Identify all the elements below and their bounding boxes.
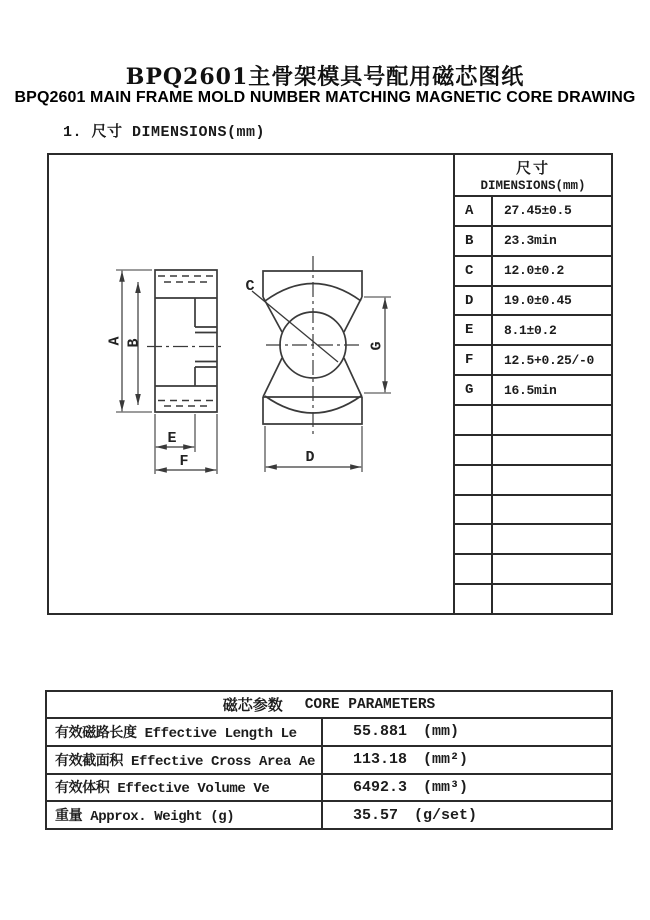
table-row xyxy=(455,406,611,436)
dim-value xyxy=(493,555,611,583)
param-unit: (mm³) xyxy=(423,778,469,796)
side-view-outline xyxy=(155,270,217,412)
dim-label-f: F xyxy=(179,453,189,470)
param-label: 重量 Approx. Weight (g) xyxy=(47,802,323,828)
page-subtitle: BPQ2601 MAIN FRAME MOLD NUMBER MATCHING MAGNETIC CORE DRAWING xyxy=(14,89,636,106)
core-parameters-title-en: CORE PARAMETERS xyxy=(304,696,436,713)
dim-label-a: A xyxy=(106,336,124,346)
param-value-cell xyxy=(323,747,611,773)
dim-letter xyxy=(455,436,493,464)
param-unit: (mm²) xyxy=(423,751,469,769)
dim-value: 8.1±0.2 xyxy=(504,322,557,338)
table-row xyxy=(455,525,611,555)
dim-letter: C xyxy=(455,257,493,285)
dim-letter: G xyxy=(455,376,493,404)
dim-letter xyxy=(455,525,493,553)
param-value: 6492.3 xyxy=(353,778,408,796)
dim-label-d: D xyxy=(305,449,315,466)
param-unit: (g/set) xyxy=(414,806,478,824)
page-title: BPQ2601主骨架模具号配用磁芯图纸 xyxy=(125,64,525,90)
param-value: 35.57 xyxy=(353,806,399,824)
dim-value: 23.3min xyxy=(504,233,557,249)
param-label: 有效磁路长度 Effective Length Le xyxy=(47,719,323,745)
param-value: 113.18 xyxy=(353,751,408,769)
dim-value: 27.45±0.5 xyxy=(504,203,572,219)
dim-letter xyxy=(455,466,493,494)
diameter-leader-line xyxy=(252,291,338,362)
dim-letter: D xyxy=(455,287,493,315)
param-label: 有效体积 Effective Volume Ve xyxy=(47,775,323,801)
dim-letter: F xyxy=(455,346,493,374)
dim-value: 12.5+0.25/-0 xyxy=(504,352,595,368)
dimensions-table-rows xyxy=(455,197,611,613)
dim-letter: B xyxy=(455,227,493,255)
dim-value xyxy=(493,525,611,553)
dim-label-e: E xyxy=(167,430,177,447)
param-unit: (mm) xyxy=(423,723,460,741)
core-drawing xyxy=(47,153,455,615)
table-row xyxy=(455,197,611,227)
dim-value: 19.0±0.45 xyxy=(504,293,572,308)
table-row xyxy=(455,376,611,406)
table-row xyxy=(455,346,611,376)
table-row xyxy=(47,775,611,803)
dim-letter xyxy=(455,496,493,524)
table-row xyxy=(47,802,611,828)
param-label: 有效截面积 Effective Cross Area Ae xyxy=(47,747,323,773)
table-row xyxy=(455,257,611,287)
table-row xyxy=(455,227,611,257)
dimensions-table xyxy=(453,155,611,613)
param-value-cell xyxy=(323,775,611,801)
param-value-cell xyxy=(323,719,611,745)
dim-letter xyxy=(455,406,493,434)
dim-value xyxy=(493,406,611,434)
dim-value: 12.0±0.2 xyxy=(504,263,565,279)
dim-value: 16.5min xyxy=(504,382,557,398)
table-row xyxy=(455,496,611,526)
core-parameters-header xyxy=(47,692,611,719)
dim-letter xyxy=(455,555,493,583)
dim-label-g: G xyxy=(368,341,386,351)
param-value: 55.881 xyxy=(353,723,408,741)
drawing-frame xyxy=(47,153,613,615)
param-value-cell xyxy=(323,802,611,828)
table-row xyxy=(455,555,611,585)
dim-value xyxy=(493,466,611,494)
table-row xyxy=(47,747,611,775)
dim-letter: E xyxy=(455,316,493,344)
dim-value xyxy=(493,496,611,524)
front-view-dimension-lines xyxy=(266,298,385,467)
dim-value xyxy=(493,436,611,464)
dim-letter xyxy=(455,585,493,613)
table-row xyxy=(455,316,611,346)
dim-value xyxy=(493,585,611,613)
table-row xyxy=(455,436,611,466)
dim-label-b: B xyxy=(125,338,143,348)
front-view-extension-lines xyxy=(265,297,391,472)
dim-letter: A xyxy=(455,197,493,225)
dimensions-table-header xyxy=(455,155,611,197)
core-parameters-title-cn: 磁芯参数 xyxy=(222,697,283,714)
section-heading: 1. 尺寸 DIMENSIONS(mm) xyxy=(63,124,266,141)
core-parameters-table xyxy=(45,690,613,830)
dimensions-header-en: DIMENSIONS(mm) xyxy=(480,179,586,193)
table-row xyxy=(47,719,611,747)
dim-label-c: C xyxy=(245,278,255,295)
table-row xyxy=(455,466,611,496)
table-row xyxy=(455,585,611,613)
dimensions-header-cn: 尺寸 xyxy=(515,160,550,177)
table-row xyxy=(455,287,611,317)
